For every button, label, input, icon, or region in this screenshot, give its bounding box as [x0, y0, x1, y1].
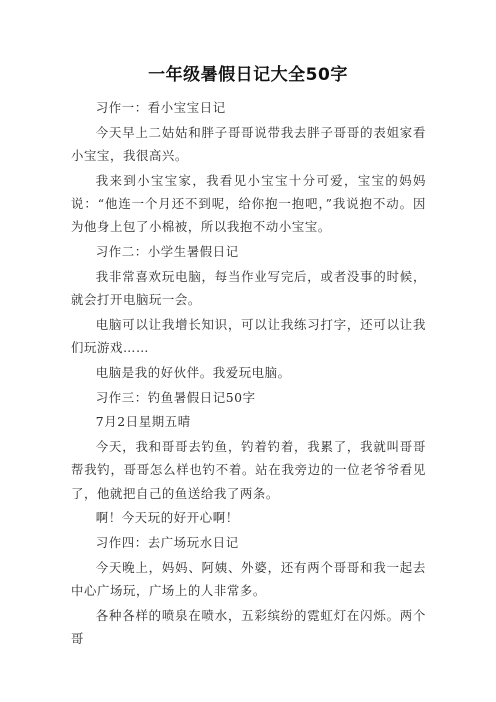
paragraph-date: 7月2日星期五晴 — [95, 414, 191, 430]
paragraph: 各种各样的喷泉在喷水，五彩缤纷的霓虹灯在闪烁。两个哥 — [71, 607, 426, 647]
document-title: 一年级暑假日记大全50字 — [148, 65, 348, 85]
paragraph: 啊！今天玩的好开心啊！ — [95, 510, 239, 526]
paragraph: 我非常喜欢玩电脑，每当作业写完后，或者没事的时候，就会打开电脑玩一会。 — [71, 268, 426, 307]
paragraph-heading: 习作一：看小宝宝日记 — [95, 100, 226, 115]
paragraph-heading: 习作四：去广场玩水日记 — [95, 535, 239, 551]
document-body — [71, 96, 426, 652]
paragraph: 电脑是我的好伙伴。我爱玩电脑。 — [95, 364, 291, 380]
paragraph-heading: 习作三：钓鱼暑假日记50字 — [95, 389, 256, 405]
paragraph: 电脑可以让我增长知识，可以让我练习打字，还可以让我们玩游戏…… — [71, 316, 426, 355]
paragraph: 今天早上二姑姑和胖子哥哥说带我去胖子哥哥的表姐家看小宝宝，我很高兴。 — [71, 124, 426, 163]
paragraph-heading: 习作二：小学生暑假日记 — [95, 244, 239, 259]
paragraph: 今天晚上，妈妈、阿姨、外婆，还有两个哥哥和我一起去中心广场玩，广场上的人非常多。 — [71, 559, 426, 599]
paragraph: 我来到小宝宝家，我看见小宝宝十分可爱，宝宝的妈妈说：“他连一个月还不到呢，给你抱一抱吧，”我说抱不动。因为他身上包了小棉被，所以我抱不动小宝宝。 — [71, 172, 426, 235]
paragraph: 今天，我和哥哥去钓鱼，钓着钓着，我累了，我就叫哥哥帮我钓，哥哥怎么样也钓不着。站在我旁边的一位老爷爷看见了，他就把自己的鱼送给我了两条。 — [71, 439, 426, 501]
